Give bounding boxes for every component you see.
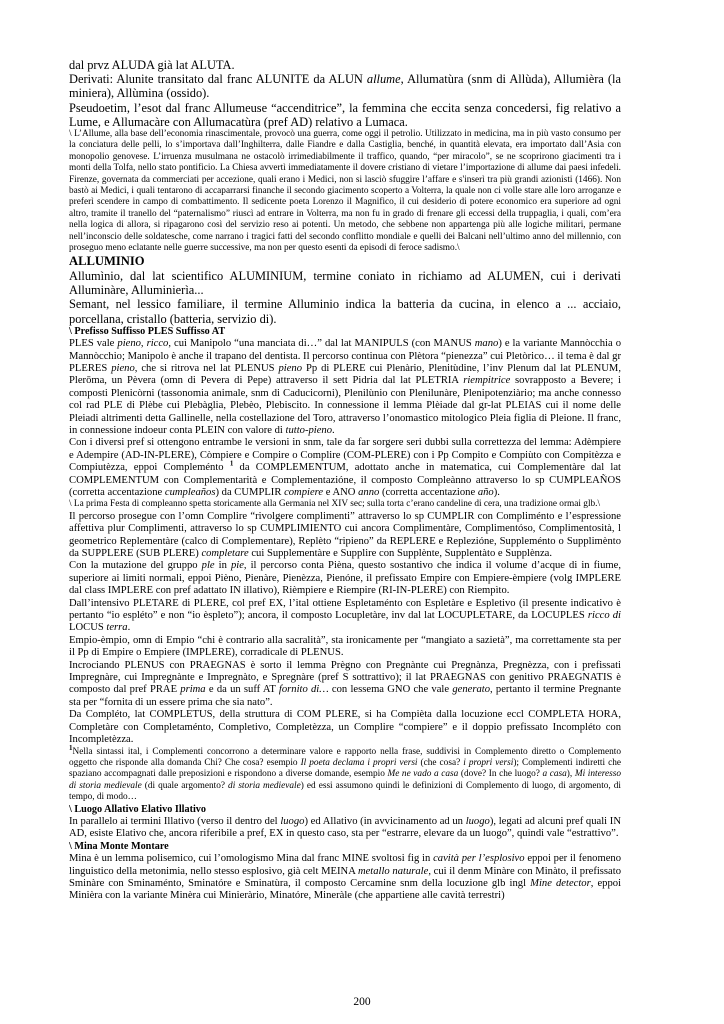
paragraph-ples: PLES vale pieno, ricco, cui Manipolo “una manciata di…” dal lat MANIPULS (con MANUS mano) e la variante Mannòcchia o Mannòcchio; Manipolo è anche il trapano del dentista. Il percorso continua con Plètora “pienezza” cui Pletòrico… il tema è dal gr PLERES pieno, che si ritrova nel lat PLENUS pieno Pp di PLERE cui Plenàrio, Plenitùdine, l’inv Plenum dal lat PLENUM, Plerōma, un Pèvera (omn di Pevera di Pepe) attraverso il sett Pidria dal lat PLETRIA riempitrice sovrapposto a Bevere; i composti Plenicòrni (tassonomia animale, snm di Caducicorni), Plenilùnio con Plenilunàre, Plenipotenziàrio; ma anche connesso col rad PLE di Plèbe cui Plebàglia, Plebèo, Plebiscito. In connessione il lemma Plèiade dal gr-lat PLEIAS cui il nome delle Pleiadi altrimenti detta Gallinelle, nella costellazione del Toro, attraverso l’onomastico mitologico Pleia figlia di Pleione. Il franc, in connessione indoeur conta PLEIN con valore di tutto-pieno. [69,338,621,436]
page-number: 200 [353,996,371,1008]
paragraph-aluda: dal prvz ALUDA già lat ALUTA. [69,58,235,72]
note-compleanno: \ La prima Festa di compleanno spetta storicamente alla Germania nel XIV sec; sulla torta c’erano candeline di cera, una tradizione ormai glb.\ [69,499,601,510]
heading-prefisso-ples: \ Prefisso Suffisso PLES Suffisso AT [69,325,226,337]
document-page [69,58,621,903]
paragraph-pregnas: Incrociando PLENUS con PRAEGNAS è sorto il lemma Prègno con Pregnànte cui Pregnànza, Pregnèzza, con i prefissati Impregnàre, cui Impregnànte e Impregnàto, e Spregnàre (pref S sottrattivo); il lat PRAEGNAS con genitivo PRAEGNATIS è composto dal pref PRAE prima e da un suff AT fornito di… con lessema GNO che vale generato, pertanto il termine Pregnante sta per “fornita di un essere prima che sia nato”. [69,659,621,708]
footnote-1: $^1$Nella sintassi ital, i Complementi concorrono a determinare valore e rapporto nella frase, suddivisi in Complemento diretto o Complemento oggetto che risponde alla domanda Chi? Che cosa? esempio Il poeta declama i propri versi (che cosa? i propri versi); Complementi indiretti che spaziano accompagnati dalle preposizioni e rispondono a diverse domande, esempio Me ne vado a casa (dove? In che luogo? a casa), Mi interesso di storia medievale (di quale argomento? di storia medievale) ed essi assumono quindi le definizioni di Complemento di luogo, di argomento, di tempo, di modo… [69,743,622,803]
paragraph-pref-versioni: Con i diversi pref si ottengono entrambe le versioni in snm, tale da far sorgere seri dubbi sulla correttezza del lemma: Adèmpiere e Adempire (AD-IN-PLERE), Còmpiere e Compire o Complire (COM-PLERE) con i Pp Compito e Compiùto con Compitèzza e Compiutèzza, eppoi Compleménto $^1$ da COMPLEMENTUM, adottato anche in matematica, cui Complementàre dal lat COMPLEMENTUM con Complementarità e Complementazióne, il composto Compleànno attraverso lo sp CUMPLEAÑOS (corretta accentazione cumpleaños) da CUMPLIR compiere e ANO anno (corretta accentazione año). [69,437,622,498]
paragraph-mina: Mina è un lemma polisemico, cui l’omologismo Mina dal franc MINE svoltosi fig in cavità per l’esplosivo eppoi per il fenomeno linguistico della metonimia, nello stesso esplosivo, già celt MEINA metallo naturale, cui il denm Minàre con Minàto, il prefissato Sminàre con Sminaménto, Sminatóre e Sminatùra, il composto Cercamine snm della locuzione glb ingl Mine detector, eppoi Minièra con la variante Minèra cui Minieràrio, Minatóre, Mineràle (che appartiene alle cavità terrestri) [69,853,622,902]
note-allume-history: \ L’Allume, alla base dell’economia rinascimentale, provocò una guerra, come oggi il petrolio. Utilizzato in medicina, ma in più vasto consumo per la conciatura delle pelli, lo s’importava dall’Inghilterra, dalle Fiandre e dalla Castiglia, benché, in quantità elevata, era importato dall’Asia con monopolio genovese. L’irruenza musulmana ne ostacolò irrimediabilmente il traffico, quando, “per miracolo”, se ne scoprirono giacimenti tra i monti della Tolfa, nello stato pontificio. La Chiesa avvertì immediatamente il dovere cristiano di vietare l’importazione di allume dai paesi infedeli. Firenze, governata da commerciati per accezione, quali erano i Medici, non si lasciò sfuggire l’affare e s'inserì tra più grandi azionisti (1466). Non bastò ai Medici, i quali tentarono di accaparrarsi finanche il secondo giacimento scoperto a Volterra, la quale non ci volle stare alle loro arroganze e preferì scendere in campo di combattimento. Il sedicente poeta Lorenzo il Magnifico, il cui desiderio di potere economico era superiore ad ogni altro, tramite il tranello del “paternalismo” riuscì ad entrare in Volterra, ma non fu in grado di frenare gli eccessi della truppaglia, i quali, com’era nella logica di allora, si ripagarono così del servizio reso ai potenti. Un metodo, che sebbene non appartenga più alle logiche militari, permane nell’inconscio delle soldatesche, come narrano i tragici fatti del secondo conflitto mondiale e quelli dei Balcani nell’ultimo anno del millennio, con proseguo meno eclatante nelle guerre successive, ma non per questo esenti da episodi di feroce sadismo.\ [69,129,621,254]
paragraph-complire: Il percorso prosegue con l’omn Complire “rivolgere complimenti” attraverso lo sp CUMPLIR con Compliménto e l’espressione affettiva plur Complimenti, attraverso lo sp CUMPLIMIENTO cui ancora Complimentàre, Complimentóso, Complimentosità, l geometrico Replementàre (calco di Complementare), Replèto “ripieno” da REPLERE e Replezióne, Suppleménto o Supplimènto da SUPPLERE (SUB PLERE) completare cui Supplementàre e Supplire con Supplènte, Supplentàto e Supplènza. [69,510,621,560]
paragraph-luogo: In parallelo ai termini Illativo (verso il dentro del luogo) ed Allativo (in avvicinamento ad un luogo), legati ad alcuni pref quali IN AD, esiste Elativo che, ancora riferibile a pref, EX in questo caso, sta per “estrarre, elevare da un luogo”, quindi vale “estrattivo”. [69,815,621,840]
paragraph-semant: Semant, nel lessico familiare, il termine Alluminio indica la batteria da cucina, in elenco a ... acciaio, porcellana, cristallo (batteria, servizio di). [69,297,621,326]
heading-mina: \ Mina Monte Montare [69,840,169,852]
paragraph-pseudoetim: Pseudoetim, l’esot dal franc Allumeuse “accenditrice”, la femmina che eccita senza concedersi, fig relativo a Lume, e Allumacàre con Allumacatùra (pref AD) relativo a Lumaca. [69,100,621,129]
paragraph-completo: Da Compléto, lat COMPLETUS, della struttura di COM PLERE, si ha Compièta dalla locuzione eccl COMPLETA HORA, Completàre con Completaménto, Completivo, Completèzza, un Complire “compiere” e il doppio prefissato Incompléto con Incompletèzza. [69,709,621,746]
footnote-ref-1: 1 [229,459,234,468]
heading-luogo: \ Luogo Allativo Elativo Illativo [69,803,206,815]
paragraph-derivati: Derivati: Alunite transitato dal franc ALUNITE da ALUN allume, Allumatùra (snm di Allùda), Allumièra (la miniera), Allùmina (ossido). [69,72,621,101]
heading-alluminio: ALLUMINIO [69,254,145,269]
paragraph-alluminio: Allumìnio, dal lat scientifico ALUMINIUM, termine coniato in richiamo ad ALUMEN, cui i derivati Alluminàre, Alluminierìa... [69,268,621,298]
paragraph-mutazione: Con la mutazione del gruppo ple in pie, il percorso conta Pièna, questo sostantivo che indica il volume d’acque di in fiume, superiore ai limiti normali, eppoi Pièno, Pienàre, Pienèzza, Pienóne, il prefissato Empire con Empiere-èmpiere (volg IMPLERE dal class IMPLERE con pref adattato IN illativo), Rièmpiere e Riempire (RI-IN-PLERE) con Riempìto. [69,560,621,597]
paragraph-empio: Empio-èmpio, omn di Empio “chi è contrario alla sacralità”, sta ironicamente per “mangiato a sazietà”, ma correttamente sta per il Pp di Empire o Empiere (IMPLERE), corradicale di PLENUS. [69,634,621,659]
paragraph-pletare: Dall’intensivo PLETARE di PLERE, col pref EX, l’ital ottiene Espletaménto con Espletàre e Espletivo (il presente indicativo è pertanto “io espléto” e non “io èspleto”); ancora, il composto Locupletàre, inv dal lat LOCUPLETARE, da LOCUPLES ricco di LOCUS terra. [69,597,621,634]
